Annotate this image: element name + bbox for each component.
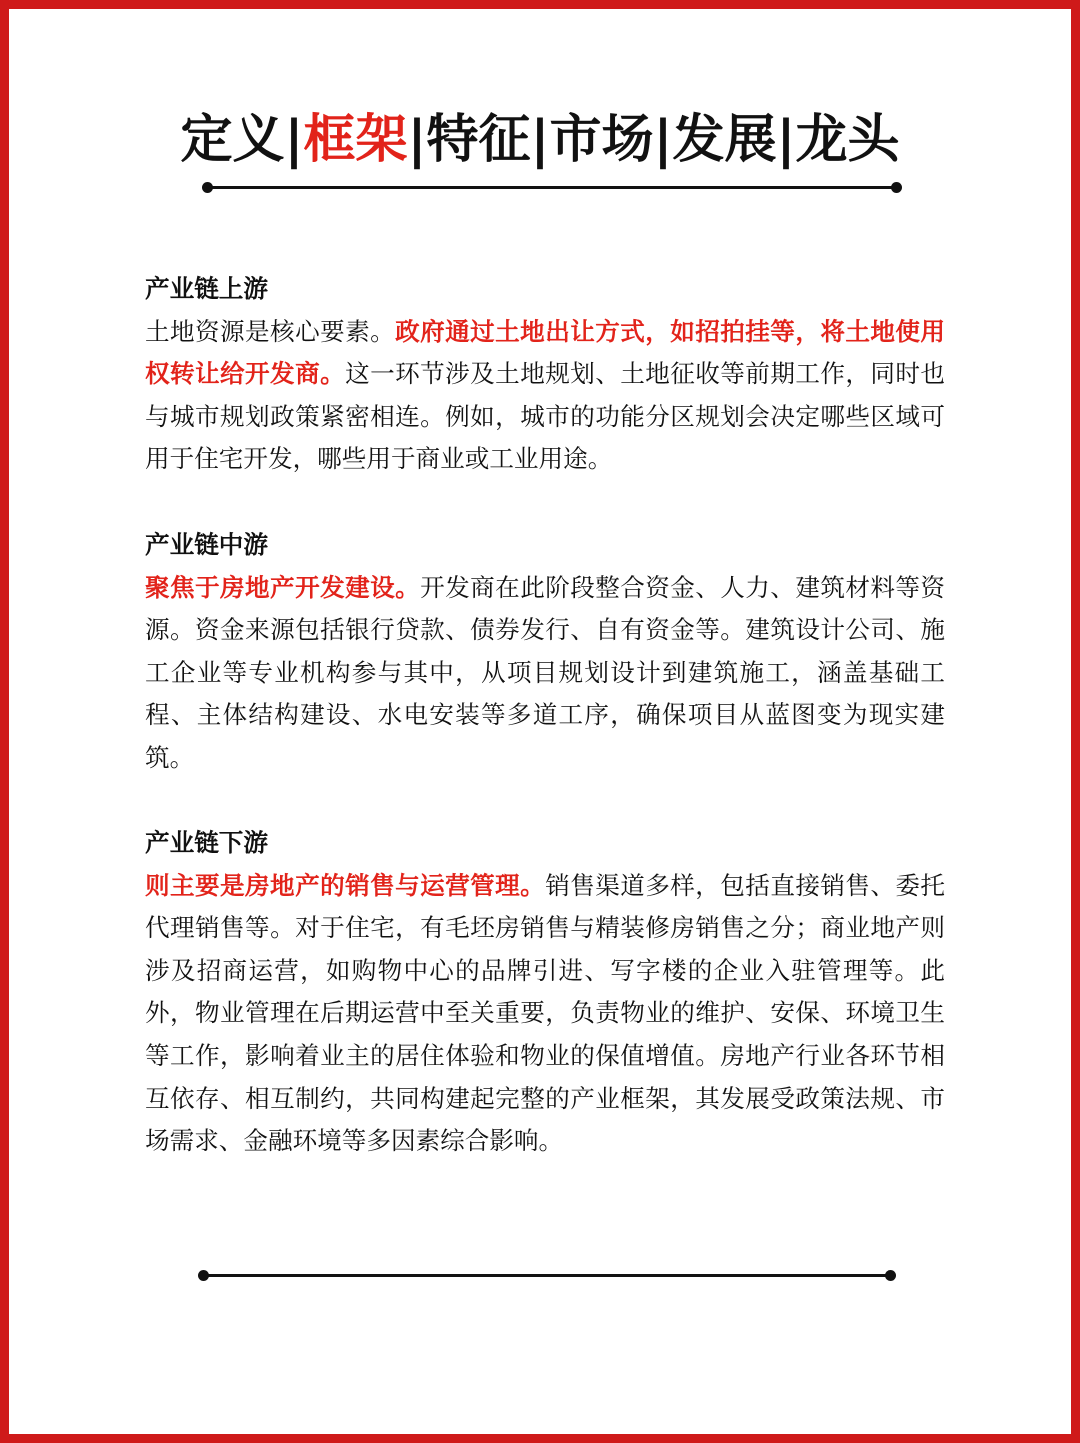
section-midstream — [145, 524, 945, 780]
section-downstream — [145, 822, 945, 1163]
title-part-1: 定义| — [180, 110, 304, 170]
title-part-2: |特征|市场|发展|龙头 — [407, 110, 900, 170]
section-lead: 土地资源是核心要素。 — [145, 316, 396, 346]
section-body — [145, 865, 945, 1163]
section-heading: 产业链下游 — [145, 828, 268, 857]
section-highlight: 政府通过土地出让方式，如招拍挂等，将土地使用权转让给开发商。 — [145, 316, 945, 389]
section-heading: 产业链上游 — [145, 274, 268, 303]
page-title — [0, 108, 1080, 172]
section-upstream — [145, 268, 945, 481]
section-heading: 产业链中游 — [145, 530, 268, 559]
title-highlight: 框架 — [303, 110, 408, 170]
bottom-divider — [203, 1274, 891, 1277]
top-divider — [207, 186, 897, 189]
section-highlight: 聚焦于房地产开发建设。 — [145, 572, 421, 602]
section-text: 开发商在此阶段整合资金、人力、建筑材料等资源。资金来源包括银行贷款、债券发行、自有资金等。建筑设计公司、施工企业等专业机构参与其中，从项目规划设计到建筑施工，涵盖基础工程、主体结构建设、水电安装等多道工序，确保项目从蓝图变为现实建筑。 — [145, 572, 945, 772]
section-text: 这一环节涉及土地规划、土地征收等前期工作，同时也与城市规划政策紧密相连。例如，城市的功能分区规划会决定哪些区域可用于住宅开发，哪些用于商业或工业用途。 — [145, 359, 945, 474]
section-highlight: 则主要是房地产的销售与运营管理。 — [145, 870, 546, 900]
section-body — [145, 567, 945, 780]
section-text: 销售渠道多样，包括直接销售、委托代理销售等。对于住宅，有毛坯房销售与精装修房销售之分；商业地产则涉及招商运营，如购物中心的品牌引进、写字楼的企业入驻管理等。此外，物业管理在后期运营中至关重要，负责物业的维护、安保、环境卫生等工作，影响着业主的居住体验和物业的保值增值。房地产行业各环节相互依存、相互制约，共同构建起完整的产业框架，其发展受政策法规、市场需求、金融环境等多因素综合影响。 — [145, 870, 945, 1156]
section-body — [145, 311, 945, 481]
